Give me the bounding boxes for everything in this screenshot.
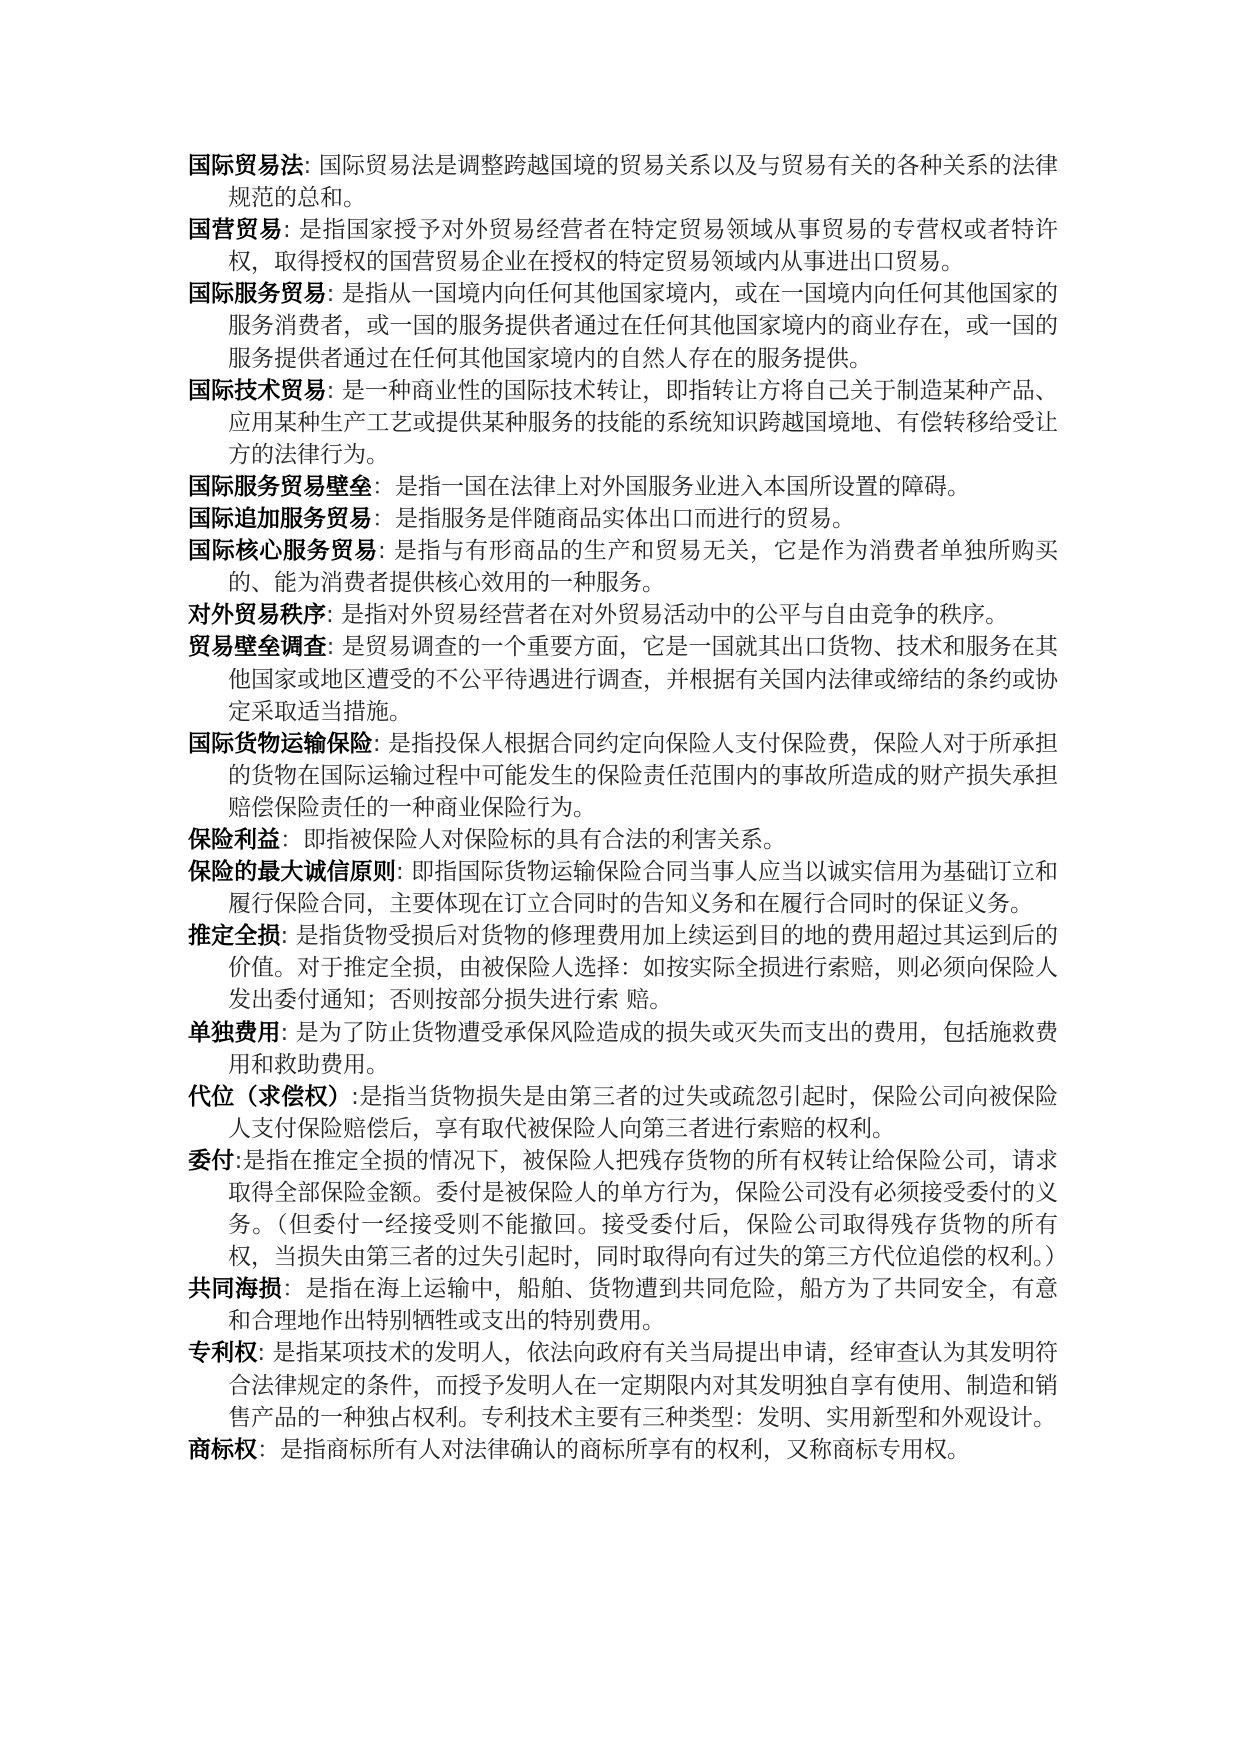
entry-trade-barrier-investigation bbox=[188, 631, 1058, 727]
definition: 是指从一国境内向任何其他国家境内，或在一国境内向任何其他国家的服务消费者，或一国的服务提供者通过在任何其他国家境内的商业存在，或一国的服务提供者通过在任何其他国家境内的自然人存在的服务提供。 bbox=[228, 281, 1059, 372]
definition: 是指投保人根据合同约定向保险人支付保险费，保险人对于所承担的货物在国际运输过程中可能发生的保险责任范围内的事故所造成的财产损失承担赔偿保险责任的一种商业保险行为。 bbox=[228, 730, 1059, 821]
term: 国际货物运输保险 bbox=[188, 730, 373, 757]
separator: : bbox=[326, 602, 342, 629]
definition: 是指在推定全损的情况下，被保险人把残存货物的所有权转让给保险公司，请求取得全部保险金额。委付是被保险人的单方行为，保险公司没有必须接受委付的义务。（但委付一经接受则不能撤回。接受委付后，保险公司取得残存货物的所有权，当损失由第三者的过失引起时，同时取得向有过失的第三方代位追偿的权利。） bbox=[228, 1147, 1068, 1271]
entry-core-service-trade bbox=[188, 535, 1058, 599]
entry-foreign-trade-order bbox=[188, 599, 1058, 631]
entry-particular-charges bbox=[188, 1017, 1058, 1081]
term: 国际服务贸易壁垒 bbox=[188, 473, 372, 500]
definition: 是一种商业性的国际技术转让，即指转让方将自己关于制造某种产品、应用某种生产工艺或提供某种服务的技能的系统知识跨越国境地、有偿转移给受让方的法律行为。 bbox=[228, 377, 1059, 468]
separator: ： bbox=[280, 826, 303, 853]
entry-international-service-trade bbox=[188, 278, 1058, 374]
term: 国营贸易 bbox=[188, 217, 283, 244]
definition: 是指货物受损后对货物的修理费用加上续运到目的地的费用超过其运到后的价值。对于推定全损，由被保险人选择：如按实际全损进行索赔，则必须向保险人发出委付通知；否则按部分损失进行索 赔。 bbox=[228, 923, 1059, 1014]
separator: : bbox=[283, 217, 299, 244]
separator: : bbox=[234, 1147, 243, 1174]
definition: 是指与有形商品的生产和贸易无关，它是作为消费者单独所购买的、能为消费者提供核心效用的一种服务。 bbox=[228, 538, 1059, 597]
separator: : bbox=[303, 153, 319, 179]
definition: 是为了防止货物遭受承保风险造成的损失或灭失而支出的费用，包括施救费用和救助费用。 bbox=[228, 1019, 1059, 1078]
entry-patent-right bbox=[188, 1337, 1058, 1433]
definition: 是指服务是伴随商品实体出口而进行的贸易。 bbox=[395, 506, 855, 533]
term: 贸易壁垒调查 bbox=[188, 634, 327, 661]
entry-insurable-interest bbox=[188, 824, 1058, 856]
term: 委付 bbox=[188, 1147, 235, 1174]
term: 推定全损 bbox=[188, 923, 281, 950]
entry-trademark-right bbox=[188, 1434, 1058, 1466]
separator: : bbox=[378, 538, 394, 565]
separator: ： bbox=[372, 506, 395, 533]
term: 保险利益 bbox=[188, 826, 280, 853]
term: 共同海损 bbox=[188, 1276, 283, 1303]
separator: ： bbox=[372, 473, 395, 500]
entry-international-technology-trade bbox=[188, 375, 1058, 471]
term: 专利权 bbox=[188, 1340, 258, 1367]
term: 代位（求偿权） bbox=[188, 1083, 352, 1110]
entry-subrogation bbox=[188, 1081, 1058, 1145]
term: 国际追加服务贸易 bbox=[188, 506, 372, 533]
entry-constructive-total-loss bbox=[188, 920, 1058, 1016]
term: 国际服务贸易 bbox=[188, 281, 327, 308]
separator: : bbox=[326, 634, 342, 661]
term: 对外贸易秩序 bbox=[188, 602, 326, 629]
separator: : bbox=[372, 730, 389, 757]
term: 国际贸易法 bbox=[188, 153, 304, 179]
separator: : bbox=[326, 281, 342, 308]
term: 保险的最大诚信原则 bbox=[188, 859, 396, 886]
definition: 是指当货物损失是由第三者的过失或疏忽引起时，保险公司向被保险人支付保险赔偿后，享有取代被保险人向第三者进行索赔的权利。 bbox=[228, 1083, 1059, 1142]
definition: 国际贸易法是调整跨越国境的贸易关系以及与贸易有关的各种关系的法律规范的总和。 bbox=[228, 153, 1059, 212]
definition: 是指一国在法律上对外国服务业进入本国所设置的障碍。 bbox=[395, 473, 970, 500]
separator: : bbox=[280, 1019, 296, 1046]
separator: : bbox=[257, 1340, 273, 1367]
definition: 是指国家授予对外贸易经营者在特定贸易领域从事贸易的专营权或者特许权，取得授权的国营贸易企业在授权的特定贸易领域内从事进出口贸易。 bbox=[228, 217, 1059, 276]
entry-state-trading bbox=[188, 214, 1058, 278]
definition: 即指国际货物运输保险合同当事人应当以诚实信用为基础订立和履行保险合同，主要体现在订立合同时的告知义务和在履行合同时的保证义务。 bbox=[228, 859, 1059, 918]
definition: 是指对外贸易经营者在对外贸易活动中的公平与自由竞争的秩序。 bbox=[341, 602, 1009, 629]
term: 国际核心服务贸易 bbox=[188, 538, 378, 565]
entry-service-trade-barriers bbox=[188, 471, 1058, 503]
definition: 即指被保险人对保险标的具有合法的利害关系。 bbox=[303, 826, 786, 853]
entry-general-average bbox=[188, 1273, 1058, 1337]
definition: 是贸易调查的一个重要方面，它是一国就其出口货物、技术和服务在其他国家或地区遭受的不公平待遇进行调查，并根据有关国内法律或缔结的条约或协定采取适当措施。 bbox=[228, 634, 1059, 725]
definition: 是指某项技术的发明人，依法向政府有关当局提出申请，经审查认为其发明符合法律规定的条件，而授予发明人在一定期限内对其发明独自享有使用、制造和销售产品的一种独占权利。专利技术主要有三种类型：发明、实用新型和外观设计。 bbox=[228, 1340, 1059, 1431]
definition: 是指商标所有人对法律确认的商标所享有的权利，又称商标专用权。 bbox=[280, 1436, 970, 1463]
separator: : bbox=[395, 859, 412, 886]
definition: 是指在海上运输中，船舶、货物遭到共同危险，船方为了共同安全，有意和合理地作出特别牺牲或支出的特别费用。 bbox=[228, 1276, 1059, 1335]
entry-abandonment bbox=[188, 1145, 1068, 1273]
entry-international-trade-law bbox=[188, 150, 1058, 214]
term: 商标权 bbox=[188, 1436, 257, 1463]
term: 单独费用 bbox=[188, 1019, 281, 1046]
entry-additional-service-trade bbox=[188, 503, 1058, 535]
separator: : bbox=[326, 377, 342, 404]
entry-utmost-good-faith bbox=[188, 856, 1058, 920]
entry-cargo-transport-insurance bbox=[188, 728, 1058, 824]
separator: : bbox=[351, 1083, 359, 1110]
separator: ： bbox=[257, 1436, 280, 1463]
term: 国际技术贸易 bbox=[188, 377, 327, 404]
document-page bbox=[188, 150, 1068, 1466]
separator: ： bbox=[282, 1276, 306, 1303]
separator: : bbox=[280, 923, 296, 950]
